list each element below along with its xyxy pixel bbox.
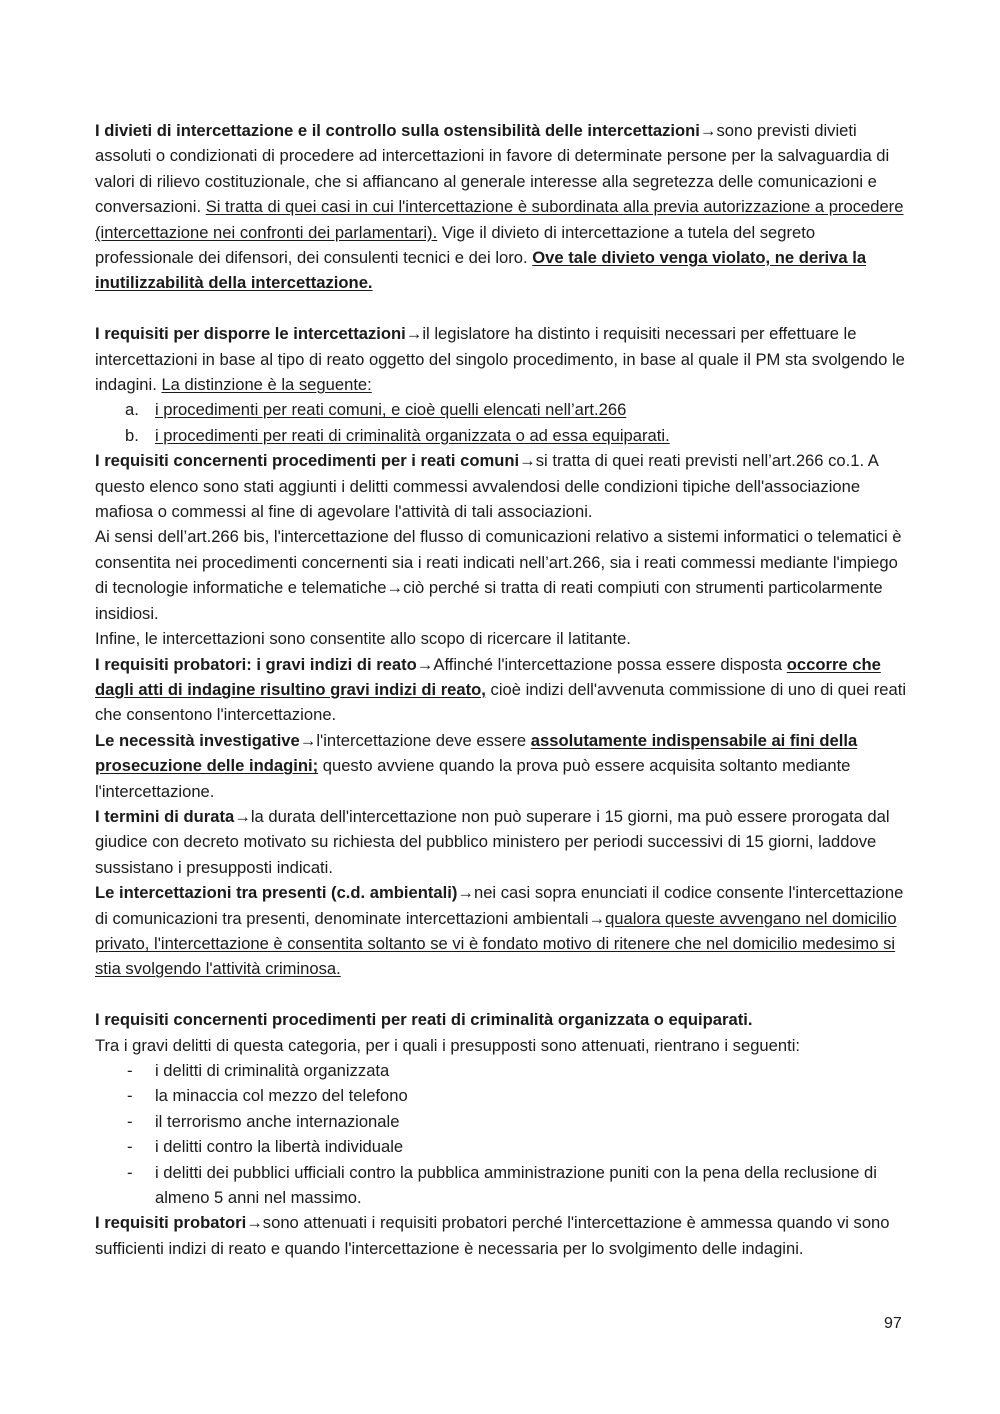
arrow-icon: →	[234, 806, 251, 826]
paragraph-necessita: Le necessità investigative→l'intercettazione deve essere assolutamente indispensabile ai fini della prosecuzione delle indagini; questo avviene quando la prova può essere acquisita soltanto mediante l'intercettazione.	[95, 730, 858, 801]
heading-ambientali: Le intercettazioni tra presenti (c.d. ambientali)	[95, 883, 458, 903]
paragraph-latitante: Infine, le intercettazioni sono consentite allo scopo di ricercare il latitante.	[95, 629, 631, 649]
arrow-icon: →	[519, 451, 536, 471]
paragraph-ambientali: Le intercettazioni tra presenti (c.d. ambientali)→nei casi sopra enunciati il codice consente l'intercettazione di comunicazioni tra presenti, denominate intercettazioni ambientali→qualora queste avvengano nel domicilio privato, l'intercettazione è consentita soltanto se vi è fondato motivo di ritenere che nel domicilio medesimo si stia svolgendo l'attività criminosa.	[95, 883, 904, 979]
arrow-icon: →	[386, 578, 404, 598]
list-item: - i delitti di criminalità organizzata	[127, 1061, 390, 1080]
ordered-list	[95, 397, 910, 448]
paragraph-gravi-delitti: Tra i gravi delitti di questa categoria, per i quali i presupposti sono attenuati, rientrano i seguenti:	[95, 1035, 801, 1055]
arrow-icon: →	[416, 654, 434, 674]
list-item: - il terrorismo anche internazionale	[127, 1111, 400, 1131]
arrow-icon: →	[457, 883, 474, 903]
list-item: a. i procedimenti per reati comuni, e cioè quelli elencati nell’art.266	[125, 400, 627, 420]
heading-reati-comuni: I requisiti concernenti procedimenti per i reati comuni	[95, 451, 520, 471]
bullet-list	[95, 1058, 910, 1210]
paragraph-divieti: I divieti di intercettazione e il controllo sulla ostensibilità delle intercettazioni→sono previsti divieti assoluti o condizionati di procedere ad intercettazioni in favore di determinate persone per la salvaguardia di valori di rilievo costituzionale, che si affiancano al generale interesse alla segretezza delle comunicazioni e conversazioni. Si tratta di quei casi in cui l'intercettazione è subordinata alla previa autorizzazione a procedere (intercettazione nei confronti dei parlamentari). Vige il divieto di intercettazione a tutela del segreto professionale dei difensori, dei consulenti tecnici e dei loro. Ove tale divieto venga violato, ne deriva la inutilizzabilità della intercettazione.	[95, 121, 904, 293]
arrow-icon: →	[405, 324, 423, 344]
list-item: - i delitti contro la libertà individuale	[127, 1137, 404, 1157]
heading-necessita: Le necessità investigative	[95, 730, 300, 750]
list-item: - la minaccia col mezzo del telefono	[127, 1086, 408, 1106]
paragraph-criminalita	[95, 1007, 910, 1032]
page-content	[95, 118, 910, 1261]
arrow-icon: →	[246, 1213, 263, 1233]
paragraph-reati-comuni: I requisiti concernenti procedimenti per i reati comuni→si tratta di quei reati previsti nell’art.266 co.1. A questo elenco sono stati aggiunti i delitti commessi avvalendosi delle condizioni tipiche dell'associazione mafiosa o commessi al fine di agevolare l'attività di tali associazioni.	[95, 451, 878, 522]
paragraph-requisiti: I requisiti per disporre le intercettazioni→il legislatore ha distinto i requisiti necessari per effettuare le intercettazioni in base al tipo di reato oggetto del singolo procedimento, in base al quale il PM sta svolgendo le indagini. La distinzione è la seguente:	[95, 324, 905, 395]
list-item: b. i procedimenti per reati di criminalità organizzata o ad essa equiparati.	[125, 425, 670, 445]
paragraph-termini: I termini di durata→la durata dell'intercettazione non può superare i 15 giorni, ma può essere prorogata dal giudice con decreto motivato su richiesta del pubblico ministero per periodi successivi di 15 giorni, laddove sussistano i presupposti indicati.	[95, 806, 890, 877]
list-item: - i delitti dei pubblici ufficiali contro la pubblica amministrazione puniti con la pena della reclusione di almeno 5 anni nel massimo.	[127, 1162, 877, 1208]
arrow-icon: →	[588, 908, 606, 928]
heading-termini: I termini di durata	[95, 806, 235, 826]
heading-criminalita: I requisiti concernenti procedimenti per reati di criminalità organizzata o equiparati.	[95, 1010, 753, 1030]
heading-divieti: I divieti di intercettazione e il controllo sulla ostensibilità delle intercettazioni	[95, 121, 700, 140]
paragraph-probatori-attenuati: I requisiti probatori→sono attenuati i requisiti probatori perché l'intercettazione è ammessa quando vi sono sufficienti indizi di reato e quando l'intercettazione è necessaria per lo svolgimento delle indagini.	[95, 1213, 890, 1258]
arrow-icon: →	[299, 730, 317, 750]
page-number: 97	[884, 1315, 902, 1332]
heading-requisiti: I requisiti per disporre le intercettazioni	[95, 324, 406, 344]
paragraph-art266bis: Ai sensi dell’art.266 bis, l'intercettazione del flusso di comunicazioni relativo a sistemi informatici o telematici è consentita nei procedimenti concernenti sia i reati indicati nell’art.266, sia i reati commessi mediante l'impiego di tecnologie informatiche e telematiche→ciò perché si tratta di reati compiuti con strumenti particolarmente insidiosi.	[95, 527, 902, 623]
heading-probatori-attenuati: I requisiti probatori	[95, 1213, 247, 1233]
heading-requisiti-probatori: I requisiti probatori: i gravi indizi di reato	[95, 654, 417, 674]
paragraph-requisiti-probatori: I requisiti probatori: i gravi indizi di reato→Affinché l'intercettazione possa essere disposta occorre che dagli atti di indagine risultino gravi indizi di reato, cioè indizi dell'avvenuta commissione di uno di quei reati che consentono l'intercettazione.	[95, 654, 907, 725]
arrow-icon: →	[699, 121, 717, 140]
